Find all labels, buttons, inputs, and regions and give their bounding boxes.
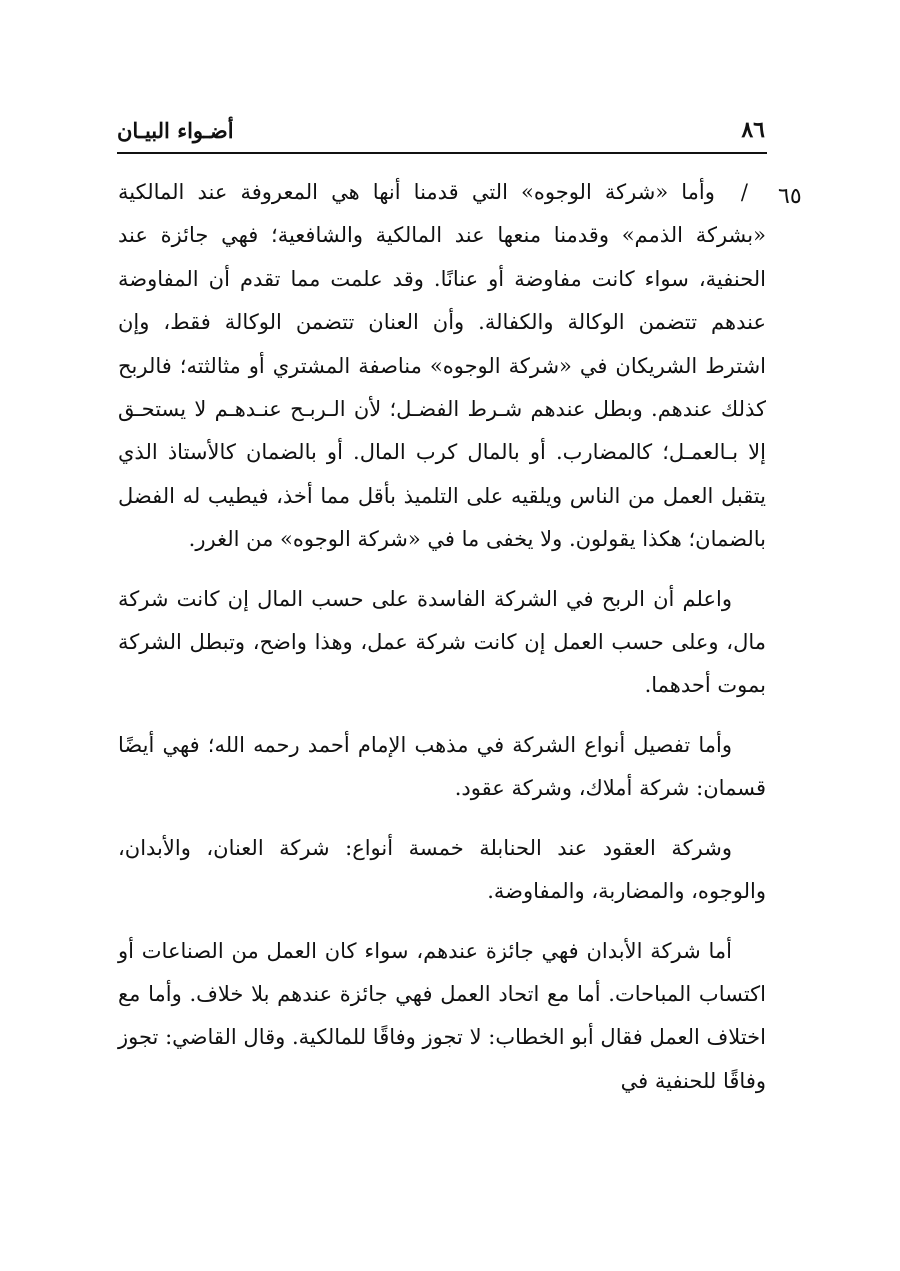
paragraph-profit-in-void-partnership: واعلم أن الربح في الشركة الفاسدة على حسب المال إن كانت شركة مال، وعلى حسب العمل إن كانت شركة عمل، وهذا واضح، وتبطل الشركة بموت أحدهما. [118, 586, 766, 698]
paragraph-contract-partnerships: وشركة العقود عند الحنابلة خمسة أنواع: شركة العنان، والأبدان، والوجوه، والمضاربة، والمفاوضة. [118, 835, 766, 904]
margin-page-number: ٦٥ [778, 184, 802, 209]
paragraph-1-text: وأما «شركة الوجوه» التي قدمنا أنها هي المعروفة عند المالكية «بشركة الذمم» وقدمنا منعها عند المالكية والشافعية؛ فهي جائزة عند الحنفية، سواء كانت مفاوضة أو عنانًا. وقد علمت مما تقدم أن المفاوضة عندهم تتضمن الوكالة والكفالة. وأن العنان تتضمن الوكالة فقط، وإن اشترط الشريكان في «شركة الوجوه» مناصفة المشتري أو مثالثته؛ فالربح كذلك عندهم. وبطل عندهم شـرط الفضـل؛ لأن الـربـح عنـدهـم لا يستحـق إلا بـالعمـل؛ كالمضارب. أو بالمال كرب المال. أو بالضمان كالأستاذ الذي يتقبل العمل من الناس ويلقيه على التلميذ بأقل مما أخذ، فيطيب له الفضل بالضمان؛ هكذا يقولون. ولا يخفى ما في «شركة الوجوه» من الغرر. [118, 180, 766, 552]
page-header [117, 112, 765, 148]
running-title: أضـواء البيـان [117, 117, 234, 143]
header-rule [117, 152, 767, 154]
paragraph-hanbali-types: وأما تفصيل أنواع الشركة في مذهب الإمام أحمد رحمه الله؛ فهي أيضًا قسمان: شركة أملاك، وشركة عقود. [118, 732, 766, 801]
paragraph-shirkat-al-wujuh [118, 171, 766, 562]
page-number: ٨٦ [741, 117, 765, 143]
body-text [118, 171, 766, 1103]
paragraph-shirkat-al-abdan: أما شركة الأبدان فهي جائزة عندهم، سواء كان العمل من الصناعات أو اكتساب المباحات. أما مع اتحاد العمل فهي جائزة عندهم بلا خلاف. وأما مع اختلاف العمل فقال أبو الخطاب: لا تجوز وفاقًا للمالكية. وقال القاضي: تجوز وفاقًا للحنفية في [118, 938, 766, 1093]
page-break-slash: / [740, 180, 748, 204]
